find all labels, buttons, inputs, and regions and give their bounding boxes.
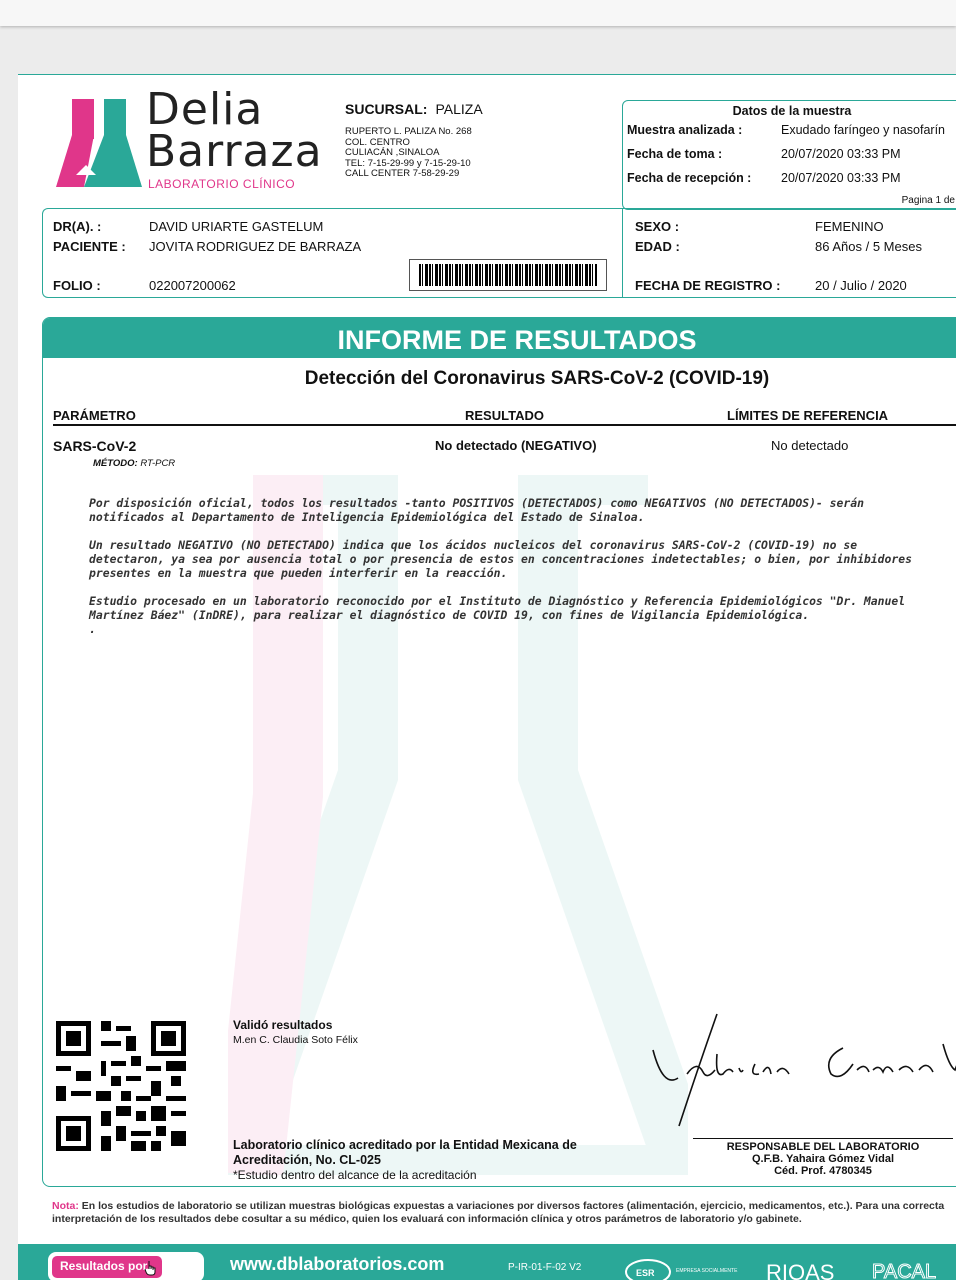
brand-name-line1: Delia [146, 84, 264, 135]
browser-top-bar [0, 0, 956, 26]
sample-row [623, 142, 956, 166]
website-link[interactable]: www.dblaboratorios.com [230, 1254, 445, 1274]
sample-value: 20/07/2020 03:33 PM [781, 147, 901, 161]
sample-row [623, 118, 956, 142]
sample-label: Muestra analizada : [627, 123, 743, 137]
note-paragraph: Por disposición oficial, todos los resultados -tanto POSITIVOS (DETECTADOS) como NEGATIVOS (NO DETECTADOS)- serán notificados al Departamento de Inteligencia Epidemiológica del Estado de Sinaloa. [89, 496, 864, 524]
rioas-logo: RIOAS [766, 1260, 835, 1280]
signature-text: Yahaira Gómez V. [643, 1008, 652, 1009]
header-parameter: PARÁMETRO [53, 408, 136, 423]
results-band-title: INFORME DE RESULTADOS [43, 318, 956, 358]
note-paragraph: Estudio procesado en un laboratorio reconocido por el Instituto de Diagnóstico y Referencia Epidemiológicos "Dr. Manuel Martínez Báez" (InDRE), para realizar el diagnóstico de COVID 19, con fines de Vigilancia Epidemiológica. [89, 594, 906, 622]
results-panel [42, 317, 956, 1187]
age-row [635, 239, 922, 254]
patient-label: PACIENTE : [53, 239, 126, 254]
footer-band [18, 1244, 956, 1280]
report-notes [89, 496, 929, 636]
lab-responsible [693, 1138, 953, 1177]
brand-name [146, 84, 323, 177]
branch-line: CALL CENTER 7-58-29-29 [345, 168, 460, 179]
note-label: Nota: [52, 1200, 79, 1212]
doctor-label: DR(A). : [53, 219, 102, 234]
doctor-value: DAVID URIARTE GASTELUM [149, 219, 324, 234]
sample-value: 20/07/2020 03:33 PM [781, 171, 901, 185]
validated-title: Validó resultados [233, 1018, 333, 1032]
esr-logo-text: EMPRESA SOCIALMENTE [676, 1268, 738, 1274]
accreditation-line2: Acreditación, No. CL-025 [233, 1153, 381, 1167]
result-limits: No detectado [771, 438, 849, 453]
header-result: RESULTADO [465, 408, 544, 423]
sample-value: Exudado faríngeo y nasofarín [781, 123, 946, 137]
brand-name-line2: Barraza [146, 126, 323, 177]
accreditation [233, 1138, 577, 1183]
results-online-button[interactable] [48, 1252, 204, 1280]
barcode-bars-icon [419, 264, 597, 286]
qr-code-icon [51, 1016, 191, 1156]
method [93, 458, 175, 469]
branch-label: SUCURSAL: [345, 101, 428, 117]
flask-logo-icon [54, 95, 144, 195]
branch-line: RUPERTO L. PALIZA No. 268 [345, 126, 472, 137]
branch-title [345, 101, 615, 117]
sample-data-box [622, 100, 956, 210]
accreditation-note: *Estudio dentro del alcance de la acreditación [233, 1168, 477, 1182]
responsible-name: Q.F.B. Yahaira Gómez Vidal [751, 1153, 895, 1165]
patient-box [42, 208, 622, 298]
branch-name: PALIZA [435, 101, 483, 117]
esr-logo: ESR [636, 1268, 655, 1278]
folio-row [53, 278, 236, 293]
sex-value: FEMENINO [815, 219, 884, 234]
signature-image [643, 1008, 956, 1128]
note-text: En los estudios de laboratorio se utilizan muestras biológicas expuestas a variaciones por diversos factores (alimentación, ejercicio, medicamentos, etc.). Para una correcta interpretación de los resultados debe cosultar a su médico, quien los evaluará con información clínica y otros parámetros de laboratorio y/o gabinete. [52, 1200, 945, 1225]
certification-logos [618, 1248, 956, 1280]
branch-line: COL. CENTRO [345, 136, 410, 148]
brand-logo [54, 84, 324, 195]
patient-row [53, 239, 361, 254]
sample-label: Fecha de toma : [627, 147, 723, 161]
age-label: EDAD : [635, 239, 680, 254]
doctor-row [53, 219, 323, 234]
accreditation-line1: Laboratorio clínico acreditado por la Entidad Mexicana de [233, 1138, 577, 1152]
brand-subtitle: LABORATORIO CLÍNICO [148, 177, 296, 191]
result-value: No detectado (NEGATIVO) [435, 438, 597, 453]
patient-value: JOVITA RODRIGUEZ DE BARRAZA [149, 239, 362, 254]
folio-value: 022007200062 [149, 278, 236, 293]
results-table-header [53, 408, 956, 426]
pointer-hand-icon [144, 1260, 158, 1276]
sample-row [623, 166, 956, 190]
branch-line: TEL: 7-15-29-99 y 7-15-29-10 [345, 157, 471, 169]
pacal-logo: PACAL [872, 1261, 937, 1280]
folio-label: FOLIO : [53, 278, 101, 293]
results-subtitle: Detección del Coronavirus SARS-CoV-2 (COVID-19) [304, 368, 770, 389]
registry-value: 20 / Julio / 2020 [815, 278, 907, 293]
branch-address [345, 127, 615, 180]
validated-name: M.en C. Claudia Soto Félix [233, 1034, 358, 1046]
responsible-license: Céd. Prof. 4780345 [774, 1165, 872, 1177]
page-number: Pagina 1 de [901, 195, 955, 206]
age-value: 86 Años / 5 Meses [815, 239, 922, 254]
method-value: RT-PCR [140, 458, 176, 469]
responsible-title: RESPONSABLE DEL LABORATORIO [693, 1138, 953, 1153]
sex-age-box [622, 208, 956, 298]
registry-row [635, 278, 907, 293]
validated-by [233, 1018, 358, 1046]
cert-logos-icon [618, 1248, 956, 1280]
branch-info [345, 101, 615, 180]
method-label: MÉTODO: [93, 458, 138, 469]
sex-row [635, 219, 884, 234]
sex-label: SEXO : [635, 219, 680, 234]
sample-label: Fecha de recepción : [627, 171, 752, 185]
note-dot: . [89, 622, 96, 636]
note-paragraph: Un resultado NEGATIVO (NO DETECTADO) indica que los ácidos nucleicos del coronavirus SARS-CoV-2 (COVID-19) no se detectaron, ya sea por ausencia total o por presencia de estos en concentraciones indetectables; o bien, por inhibidores presentes en la muestra que pueden interferir en la reacción. [89, 538, 912, 580]
footer-note [52, 1200, 952, 1226]
document-code: P-IR-01-F-02 V2 [508, 1262, 582, 1273]
result-parameter: SARS-CoV-2 [53, 438, 137, 454]
header-limits: LÍMITES DE REFERENCIA [727, 408, 889, 423]
branch-line: CULIACÁN ,SINALOA [345, 147, 440, 158]
report-page [18, 74, 956, 1280]
results-button-label: Resultados por [52, 1256, 162, 1278]
sample-title: Datos de la muestra [732, 104, 852, 118]
barcode [409, 259, 607, 291]
registry-label: FECHA DE REGISTRO : [635, 278, 781, 293]
